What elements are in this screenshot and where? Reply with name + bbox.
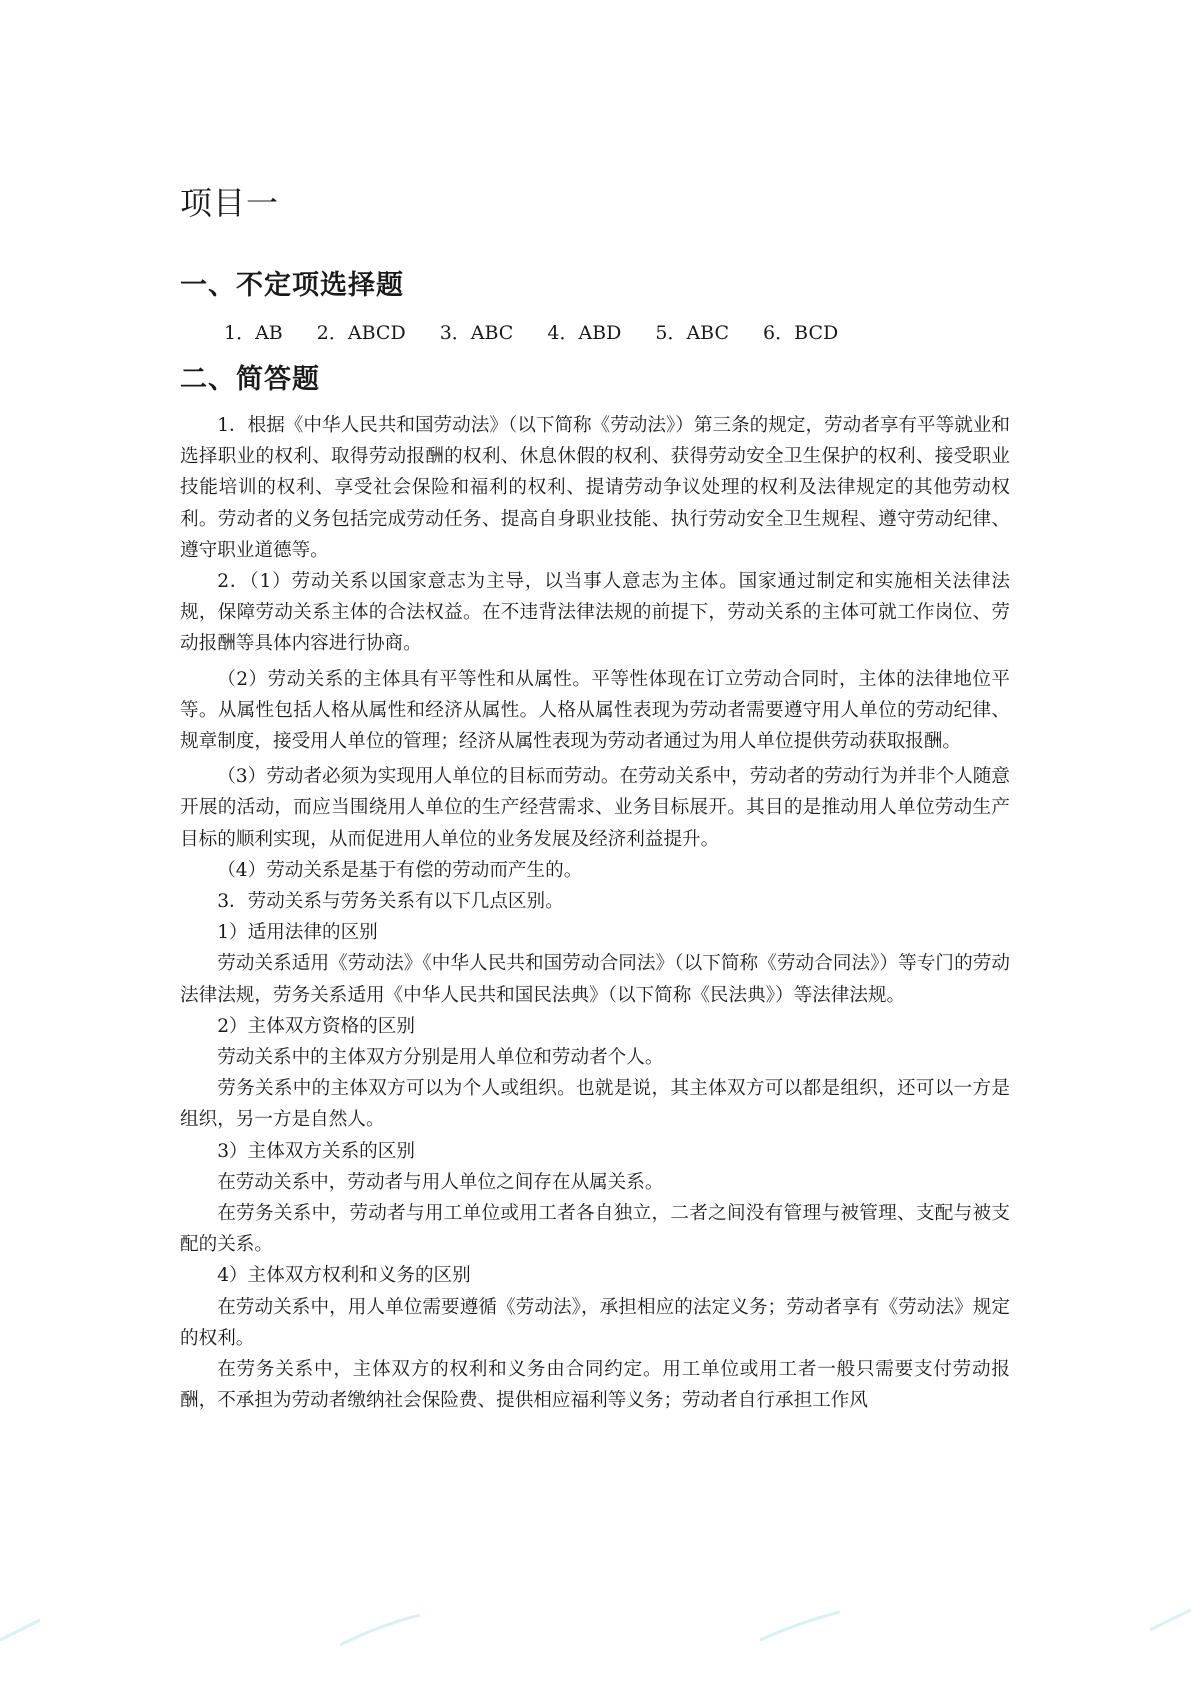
page-content xyxy=(180,180,1010,1417)
subheading: 4）主体双方权利和义务的区别 xyxy=(217,1265,471,1287)
answer-item: 1．AB xyxy=(224,322,283,344)
section-heading-short-answer: 二、简答题 xyxy=(180,364,320,395)
watermark-mark xyxy=(1150,1610,1191,1630)
watermark-mark xyxy=(760,1612,840,1640)
paragraph: 1．根据《中华人民共和国劳动法》（以下简称《劳动法》）第三条的规定，劳动者享有平等就业和选择职业的权利、取得劳动报酬的权利、休息休假的权利、获得劳动安全卫生保护的权利、接受职业技能培训的权利、享受社会保险和福利的权利、提请劳动争议处理的权利及法律规定的其他劳动权利。劳动者的义务包括完成劳动任务、提高自身职业技能、执行劳动安全卫生规程、遵守劳动纪律、遵守职业道德等。 xyxy=(180,415,1010,561)
watermark-mark xyxy=(340,1615,420,1645)
answer-item: 5．ABC xyxy=(655,322,730,344)
answer-item: 2．ABCD xyxy=(316,322,406,344)
paragraph: 在劳务关系中，主体双方的权利和义务由合同约定。用工单位或用工者一般只需要支付劳动报酬，不承担为劳动者缴纳社会保险费、提供相应福利等义务；劳动者自行承担工作风 xyxy=(180,1359,1010,1412)
watermark-mark xyxy=(0,1620,40,1640)
paragraph: 在劳务关系中，劳动者与用工单位或用工者各自独立，二者之间没有管理与被管理、支配与被支配的关系。 xyxy=(180,1203,1010,1256)
answer-list xyxy=(180,318,1010,348)
paragraph: 在劳动关系中，劳动者与用人单位之间存在从属关系。 xyxy=(217,1171,664,1193)
short-answer-body xyxy=(180,410,1010,1417)
paragraph: 劳动关系中的主体双方分别是用人单位和劳动者个人。 xyxy=(217,1047,664,1069)
watermark-decoration xyxy=(0,1600,1191,1680)
section-heading-multiple-choice: 一、不定项选择题 xyxy=(180,270,404,301)
subheading: 2）主体双方资格的区别 xyxy=(217,1015,415,1037)
paragraph: 劳务关系中的主体双方可以为个人或组织。也就是说，其主体双方可以都是组织，还可以一方是组织，另一方是自然人。 xyxy=(180,1078,1010,1131)
paragraph: 在劳动关系中，用人单位需要遵循《劳动法》，承担相应的法定义务；劳动者享有《劳动法》规定的权利。 xyxy=(180,1296,1010,1349)
answer-item: 3．ABC xyxy=(439,322,514,344)
subheading: 3）主体双方关系的区别 xyxy=(217,1140,415,1162)
subheading: 1）适用法律的区别 xyxy=(217,922,378,944)
paragraph: （4）劳动关系是基于有偿的劳动而产生的。 xyxy=(217,859,583,881)
paragraph: 3．劳动关系与劳务关系有以下几点区别。 xyxy=(217,891,564,913)
paragraph: （2）劳动关系的主体具有平等性和从属性。平等性体现在订立劳动合同时，主体的法律地位平等。从属性包括人格从属性和经济从属性。人格从属性表现为劳动者需要遵守用人单位的劳动纪律、规章制度，接受用人单位的管理；经济从属性表现为劳动者通过为用人单位提供劳动获取报酬。 xyxy=(180,668,1010,753)
page-title: 项目一 xyxy=(180,184,280,222)
answer-item: 4．ABD xyxy=(547,322,622,344)
paragraph: 2．（1）劳动关系以国家意志为主导，以当事人意志为主体。国家通过制定和实施相关法律法规，保障劳动关系主体的合法权益。在不违背法律法规的前提下，劳动关系的主体可就工作岗位、劳动报酬等具体内容进行协商。 xyxy=(180,571,1010,655)
paragraph: （3）劳动者必须为实现用人单位的目标而劳动。在劳动关系中，劳动者的劳动行为并非个人随意开展的活动，而应当围绕用人单位的生产经营需求、业务目标展开。其目的是推动用人单位劳动生产目标的顺利实现，从而促进用人单位的业务发展及经济利益提升。 xyxy=(180,766,1010,850)
paragraph: 劳动关系适用《劳动法》《中华人民共和国劳动合同法》（以下简称《劳动合同法》）等专门的劳动法律法规，劳务关系适用《中华人民共和国民法典》（以下简称《民法典》）等法律法规。 xyxy=(180,953,1010,1006)
answer-item: 6．BCD xyxy=(763,322,839,344)
